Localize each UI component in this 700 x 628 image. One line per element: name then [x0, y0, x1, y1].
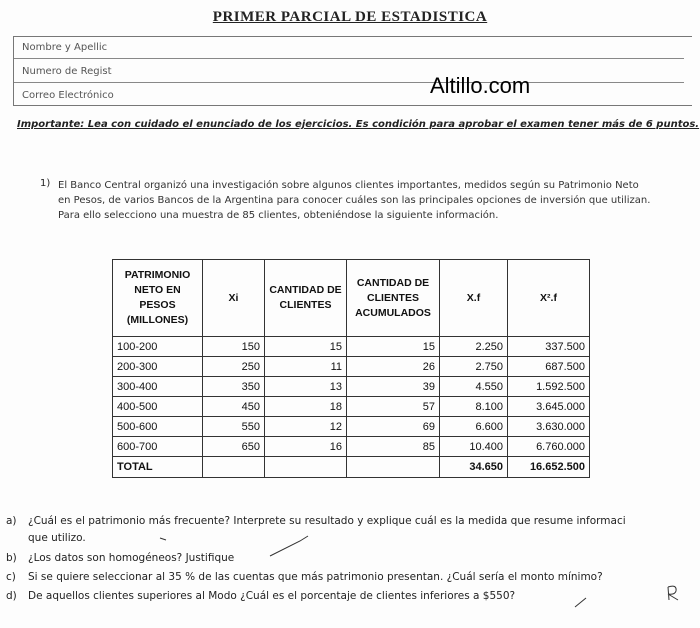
header-cell: Xi [203, 260, 265, 337]
subquestion-text: De aquellos clientes superiores al Modo ¿Cuál es el porcentaje de clientes inferiores a $550? [28, 590, 516, 602]
table-cell: 15 [265, 337, 347, 357]
subquestion-letter: c) [6, 571, 16, 583]
subquestion-letter: a) [6, 515, 17, 527]
table-cell: 85 [347, 437, 440, 457]
table-cell: 16 [265, 437, 347, 457]
table-cell: 150 [203, 337, 265, 357]
table-cell: 13 [265, 377, 347, 397]
subquestion-text: Si se quiere seleccionar al 35 % de las cuentas que más patrimonio presentan. ¿Cuál sería el monto mínimo? [28, 571, 603, 583]
table-cell: 337.500 [508, 337, 590, 357]
table-cell: 3.630.000 [508, 417, 590, 437]
table-cell: 2.750 [440, 357, 508, 377]
registration-field-label: Numero de Regist [22, 66, 112, 77]
table-cell: 18 [265, 397, 347, 417]
table-cell: 10.400 [440, 437, 508, 457]
subquestion-text: ¿Cuál es el patrimonio más frecuente? Interprete su resultado y explique cuál es la medida que resume informaci [28, 515, 626, 527]
table-cell: 550 [203, 417, 265, 437]
question-line: El Banco Central organizó una investigación sobre algunos clientes importantes, medidos según su Patrimonio Neto [58, 180, 639, 191]
table-cell: 100-200 [113, 337, 203, 357]
table-cell: 400-500 [113, 397, 203, 417]
subquestion-letter: d) [6, 590, 17, 602]
question-line: Para ello selecciono una muestra de 85 clientes, obteniéndose la siguiente información. [58, 210, 499, 221]
header-cell: PATRIMONIO NETO EN PESOS (MILLONES) [113, 260, 203, 337]
table-cell: 4.550 [440, 377, 508, 397]
total-label-cell: TOTAL [113, 457, 203, 478]
watermark-logo: Altillo.com [430, 73, 531, 98]
total-x2f-cell: 16.652.500 [508, 457, 590, 478]
table-cell: 250 [203, 357, 265, 377]
table-cell: 3.645.000 [508, 397, 590, 417]
question-line: en Pesos, de varios Bancos de la Argentina para conocer cuáles son las principales opciones de inversión que utilizan. [58, 195, 651, 206]
subquestion-text: ¿Los datos son homogéneos? Justifique [28, 552, 235, 564]
table-cell: 450 [203, 397, 265, 417]
total-xf-cell: 34.650 [440, 457, 508, 478]
header-cell: CANTIDAD DE CLIENTES ACUMULADOS [347, 260, 440, 337]
table-cell: 350 [203, 377, 265, 397]
name-field-label: Nombre y Apellic [22, 42, 108, 53]
exam-title: PRIMER PARCIAL DE ESTADISTICA [212, 9, 488, 25]
table-cell: 500-600 [113, 417, 203, 437]
table-cell: 39 [347, 377, 440, 397]
table-cell: 69 [347, 417, 440, 437]
table-cell: 6.600 [440, 417, 508, 437]
table-cell: 15 [347, 337, 440, 357]
table-cell: 2.250 [440, 337, 508, 357]
table-cell: 57 [347, 397, 440, 417]
email-field-label: Correo Electrónico [22, 90, 114, 101]
table-cell: 650 [203, 437, 265, 457]
table-cell: 8.100 [440, 397, 508, 417]
table-cell: 687.500 [508, 357, 590, 377]
table-cell: 26 [347, 357, 440, 377]
subquestion-letter: b) [6, 552, 17, 564]
table-cell: 200-300 [113, 357, 203, 377]
header-cell: X.f [440, 260, 508, 337]
question-number: 1) [40, 178, 51, 189]
subquestion-text: que utilizo. [28, 532, 86, 544]
header-cell: CANTIDAD DE CLIENTES [265, 260, 347, 337]
table-cell: 300-400 [113, 377, 203, 397]
table-cell: 6.760.000 [508, 437, 590, 457]
table-cell: 11 [265, 357, 347, 377]
table-cell: 600-700 [113, 437, 203, 457]
table-cell: 12 [265, 417, 347, 437]
table-cell: 1.592.500 [508, 377, 590, 397]
important-note: Importante: Lea con cuidado el enunciado de los ejercicios. Es condición para aprobar el examen tener más de 6 puntos. [17, 119, 700, 130]
header-cell: X².f [508, 260, 590, 337]
